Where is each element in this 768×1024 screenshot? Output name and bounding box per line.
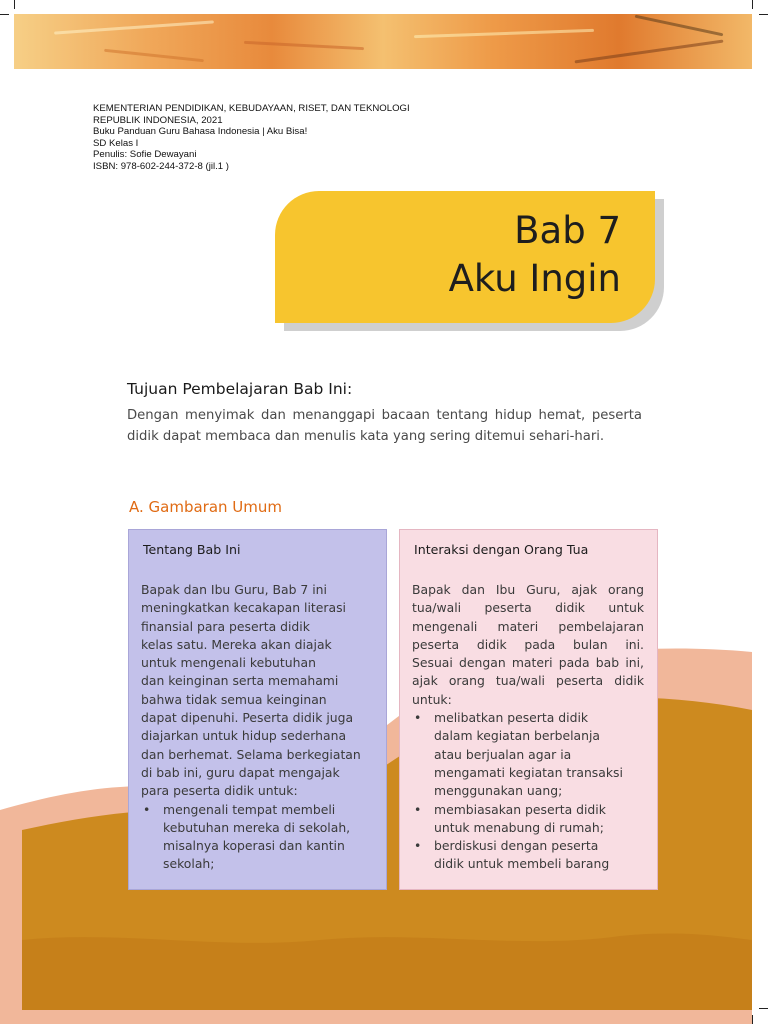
- bullet-line: dalam kegiatan berbelanja: [434, 728, 600, 744]
- bullet-dot-icon: •: [414, 838, 422, 854]
- bullet-line: membiasakan peserta didik: [434, 801, 606, 817]
- chapter-title: Aku Ingin: [448, 257, 621, 300]
- card-text-line: para peserta didik untuk:: [141, 783, 298, 799]
- card-text-line: dapat dipenuhi. Peserta didik juga: [141, 710, 354, 726]
- card-text-line: dan berhemat. Selama berkegiatan: [141, 746, 361, 762]
- publication-info: [93, 103, 410, 172]
- bullet-line: mengamati kegiatan transaksi: [434, 764, 623, 780]
- crop-mark: [0, 14, 9, 15]
- card-text-line: meningkatkan kecakapan literasi: [141, 600, 346, 616]
- bullet-line: sekolah;: [163, 856, 215, 872]
- bullet-line: atau berjualan agar ia: [434, 746, 572, 762]
- card-text-line: di bab ini, guru dapat mengajak: [141, 764, 340, 780]
- bullet-dot-icon: •: [414, 801, 422, 817]
- card-parent-interaction: [399, 529, 658, 890]
- card-text-line: tua/wali peserta didik untuk: [412, 600, 644, 616]
- book-title-line: Buku Panduan Guru Bahasa Indonesia | Aku Bisa!: [93, 126, 308, 137]
- bullet-line: mengenali tempat membeli: [163, 801, 336, 817]
- header-banner-illustration: [14, 14, 752, 69]
- card-text-line: finansial para peserta didik: [141, 618, 310, 634]
- bullet-item: [412, 801, 644, 838]
- isbn-line: ISBN: 978-602-244-372-8 (jil.1 ): [93, 160, 229, 172]
- card-text-line: kelas satu. Mereka akan diajak: [141, 636, 332, 652]
- card-text-line: Bapak dan Ibu Guru, ajak orang: [412, 582, 644, 597]
- bullet-item: [141, 801, 361, 874]
- card-body: [412, 581, 644, 874]
- card-text-line: Bapak dan Ibu Guru, Bab 7 ini: [141, 582, 327, 597]
- card-about-chapter: [128, 529, 387, 890]
- bullet-line: didik untuk membeli barang: [434, 856, 610, 872]
- card-body: [141, 581, 361, 874]
- bullet-line: berdiskusi dengan peserta: [434, 838, 599, 854]
- bullet-line: kebutuhan mereka di sekolah,: [163, 819, 351, 835]
- card-text-line: ajak orang tua/wali peserta didik: [412, 673, 644, 689]
- learning-goal-text: Dengan menyimak dan menanggapi bacaan tentang hidup hemat, peserta didik dapat membaca dan menulis kata yang sering ditemui sehari-hari.: [127, 408, 642, 444]
- grade-line: SD Kelas I: [93, 137, 139, 149]
- learning-goal-heading: Tujuan Pembelajaran Bab Ini:: [127, 380, 353, 398]
- bullet-dot-icon: •: [414, 710, 422, 726]
- card-text-line: untuk mengenali kebutuhan: [141, 655, 316, 671]
- card-text-line: Sesuai dengan materi pada bab ini,: [412, 655, 644, 671]
- publisher-line: REPUBLIK INDONESIA, 2021: [93, 114, 223, 126]
- bullet-item: [412, 837, 644, 874]
- card-text-line: bahwa tidak semua keinginan: [141, 691, 327, 707]
- card-text-line: peserta didik pada bulan ini.: [412, 636, 644, 652]
- bullet-item: [412, 709, 644, 800]
- card-title: Interaksi dengan Orang Tua: [414, 542, 589, 557]
- card-text-line: mengenali materi pembelajaran: [412, 618, 644, 634]
- bullet-line: misalnya koperasi dan kantin: [163, 838, 345, 854]
- section-heading: A. Gambaran Umum: [129, 498, 283, 516]
- publisher-line: KEMENTERIAN PENDIDIKAN, KEBUDAYAAN, RISET, DAN TEKNOLOGI: [93, 103, 410, 114]
- chapter-title-box: [275, 191, 655, 323]
- crop-mark: [14, 0, 15, 9]
- bullet-dot-icon: •: [143, 801, 151, 817]
- card-text-line: dan keinginan serta memahami: [141, 673, 339, 689]
- chapter-number: Bab 7: [514, 209, 621, 252]
- crop-mark: [752, 0, 753, 9]
- bullet-line: menggunakan uang;: [434, 783, 563, 799]
- card-title: Tentang Bab Ini: [143, 542, 241, 557]
- bullet-line: untuk menabung di rumah;: [434, 819, 604, 835]
- bullet-line: melibatkan peserta didik: [434, 710, 589, 726]
- card-text-line: diajarkan untuk hidup sederhana: [141, 728, 347, 744]
- crop-mark: [759, 14, 768, 15]
- author-line: Penulis: Sofie Dewayani: [93, 149, 197, 160]
- card-text-line: untuk:: [412, 691, 452, 707]
